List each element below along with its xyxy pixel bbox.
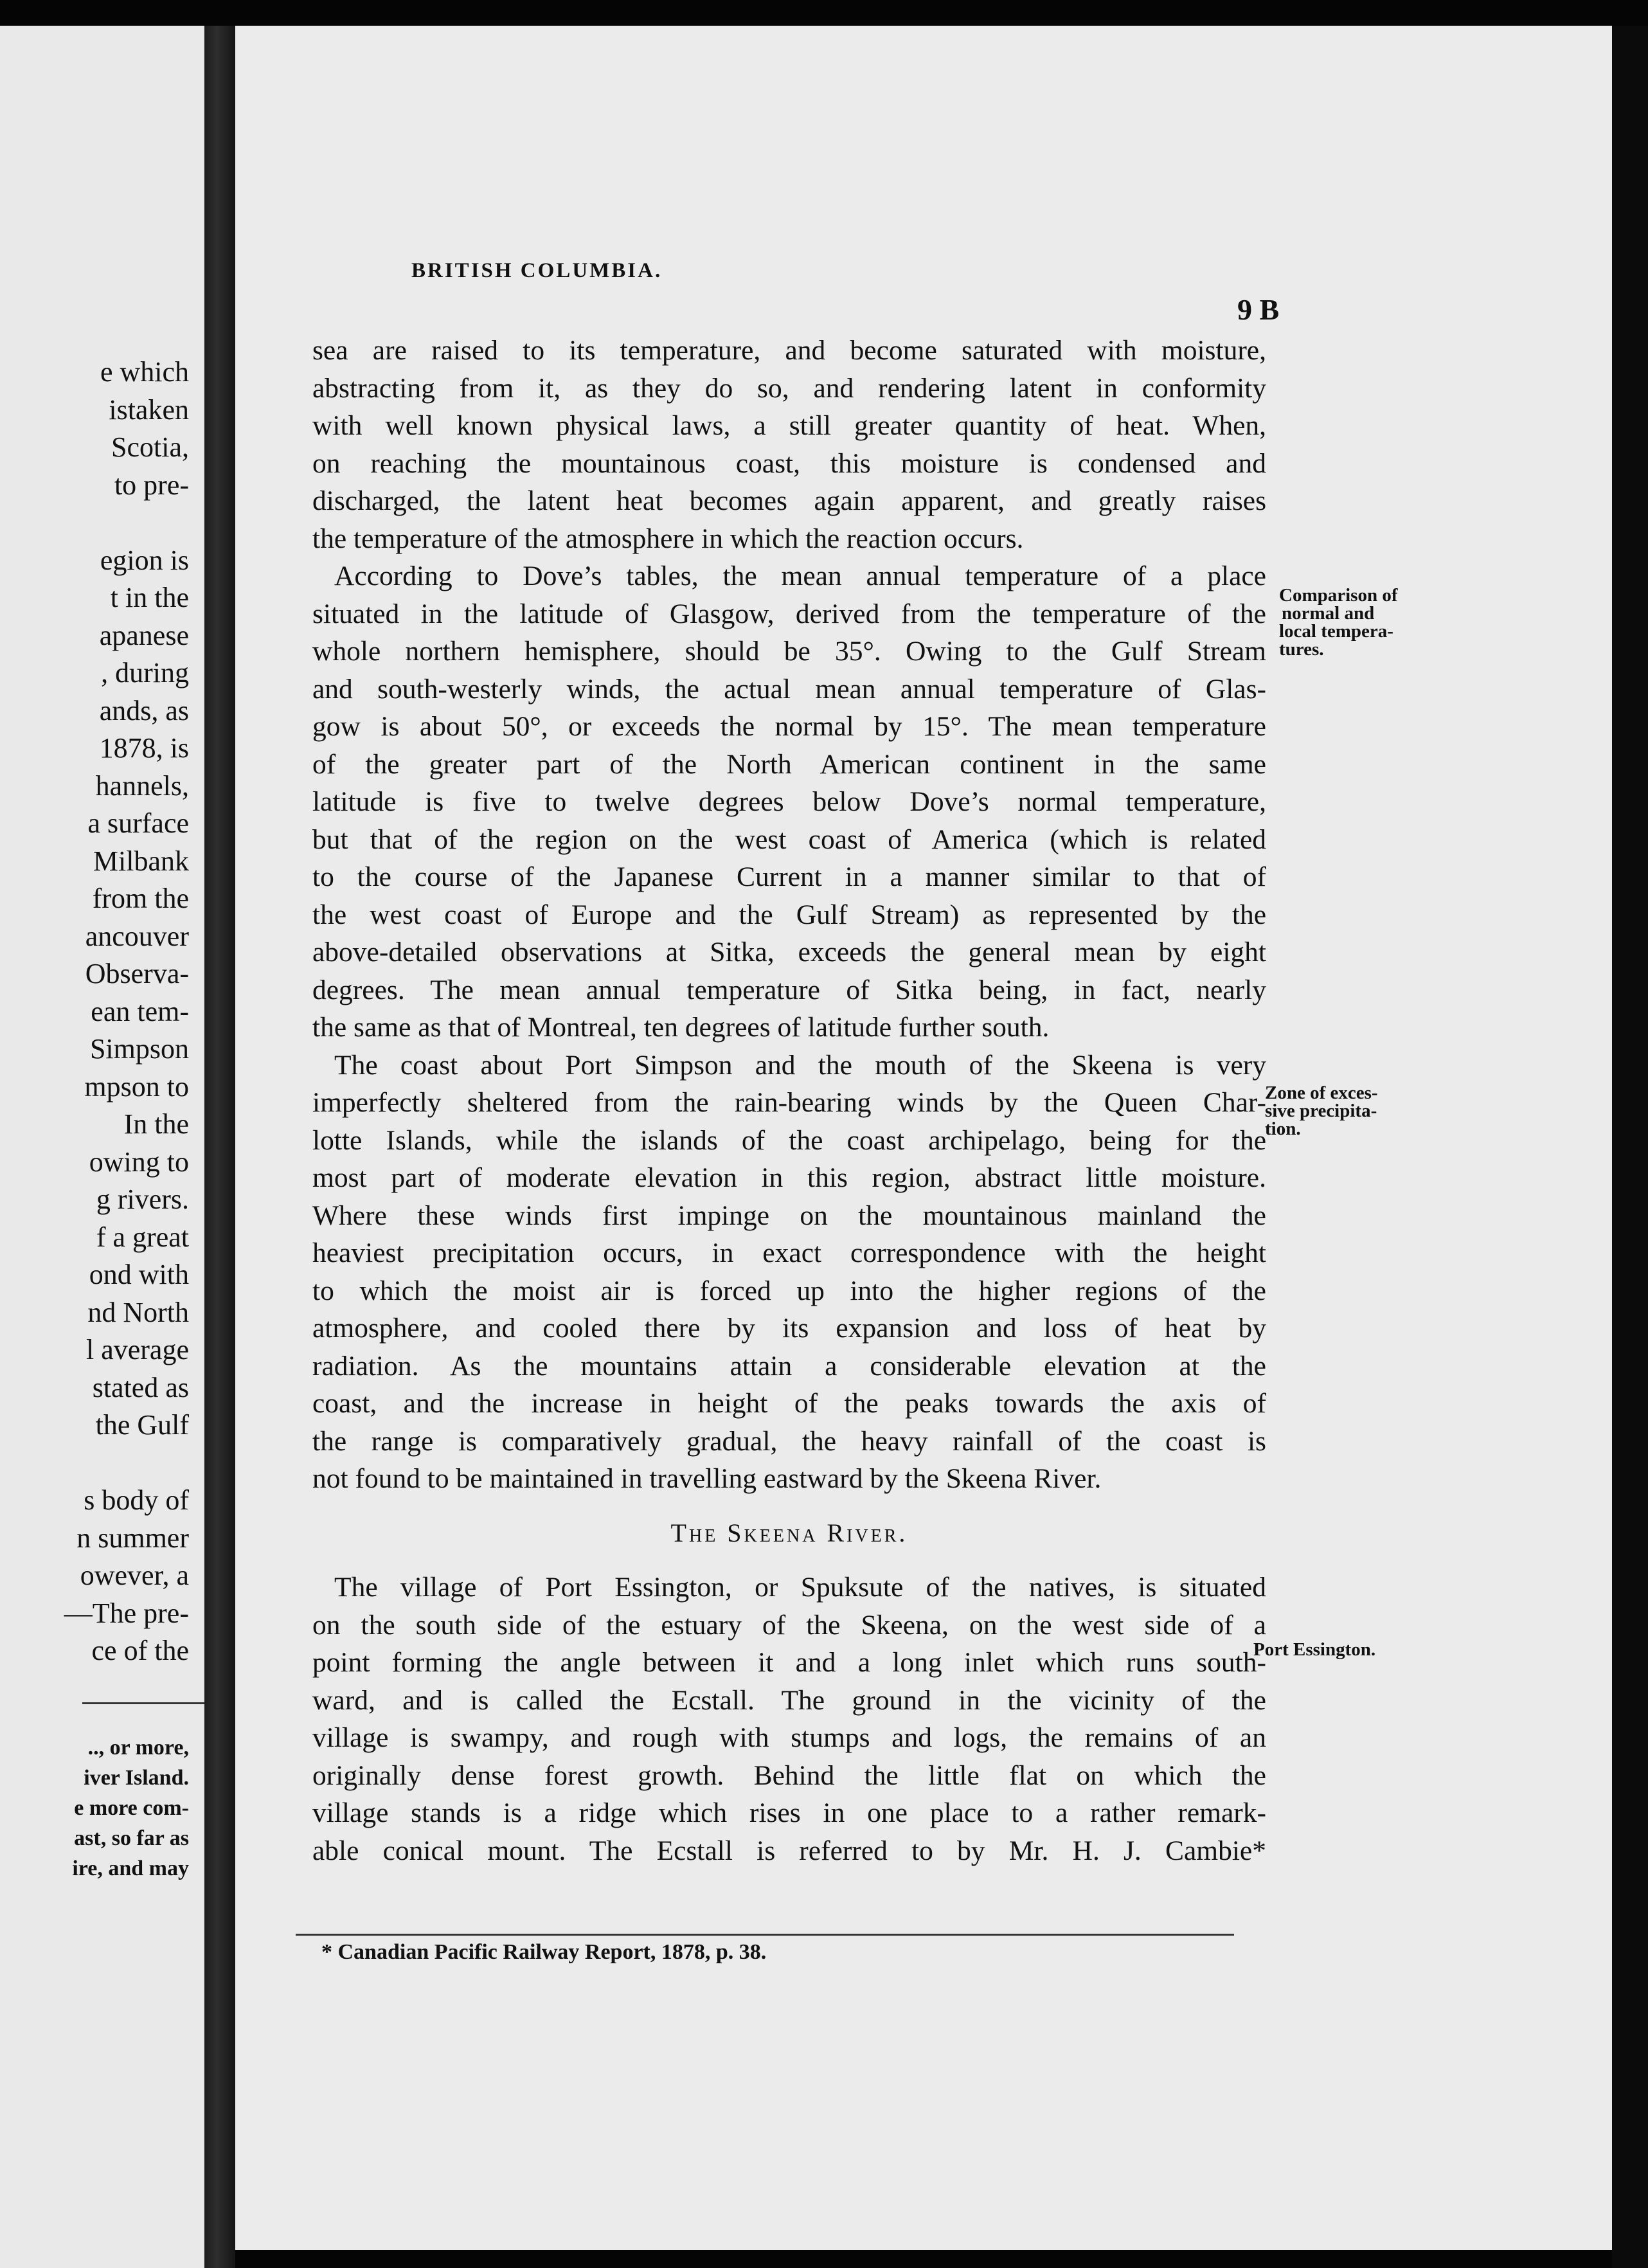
text-line: discharged, the latent heat becomes again apparent, and greatly raises: [312, 485, 1266, 516]
prev-footnote-line: ast, so far as: [74, 1826, 189, 1850]
text-line: gow is about 50°, or exceeds the normal by 15°. The mean temperature: [312, 711, 1266, 742]
text-line: with well known physical laws, a still greater quantity of heat. When,: [312, 410, 1266, 441]
sidenote-zone: [1265, 1084, 1378, 1138]
prev-line: stated as: [92, 1371, 189, 1403]
prev-line: l average: [86, 1334, 189, 1365]
text-line: whole northern hemisphere, should be 35°. Owing to the Gulf Stream: [312, 636, 1266, 667]
sidenote-line: Comparison of: [1279, 585, 1398, 606]
text-line: situated in the latitude of Glasgow, derived from the temperature of the: [312, 598, 1266, 629]
text-line: the range is comparatively gradual, the heavy rainfall of the coast is: [312, 1425, 1266, 1457]
prev-line: egion is: [100, 544, 189, 576]
prev-line: [64, 504, 189, 542]
paragraph: [312, 1569, 1266, 1869]
page-edge-shadow: [1612, 26, 1648, 2268]
text-line: but that of the region on the west coast of America (which is related: [312, 824, 1266, 855]
text-line: According to Dove’s tables, the mean annual temperature of a place: [334, 561, 1266, 591]
paragraph: [312, 557, 1266, 1047]
prev-line: , during: [101, 657, 189, 688]
prev-line: ancouver: [85, 920, 189, 952]
prev-line: mpson to: [84, 1070, 189, 1102]
text-line: coast, and the increase in height of the peaks towards the axis of: [312, 1388, 1266, 1419]
text-line: and south-westerly winds, the actual mean annual temperature of Glas-: [312, 673, 1266, 705]
text-line: originally dense forest growth. Behind the little flat on which the: [312, 1760, 1266, 1791]
text-line: village is swampy, and rough with stumps and logs, the remains of an: [312, 1722, 1266, 1753]
text-line: The village of Port Essington, or Spuksute of the natives, is situated: [334, 1572, 1266, 1603]
running-head: [411, 259, 926, 291]
text-line: to which the moist air is forced up into the higher regions of the: [312, 1275, 1266, 1306]
footnote: * Canadian Pacific Railway Report, 1878, p. 38.: [321, 1940, 767, 1964]
text-line: point forming the angle between it and a long inlet which runs south-: [312, 1647, 1266, 1678]
prev-line: 1878, is: [99, 732, 189, 764]
prev-line: Observa-: [85, 958, 189, 989]
text-line: atmosphere, and cooled there by its expansion and loss of heat by: [312, 1313, 1266, 1344]
running-title: BRITISH COLUMBIA.: [411, 259, 663, 282]
prev-footnote-line: ire, and may: [72, 1857, 189, 1880]
text-line: sea are raised to its temperature, and become saturated with moisture,: [312, 335, 1266, 366]
text-line: Where these winds first impinge on the mountainous mainland the: [312, 1200, 1266, 1231]
text-line: to the course of the Japanese Current in a manner similar to that of: [312, 861, 1266, 892]
prev-line: In the: [123, 1108, 189, 1140]
prev-footnote-line: iver Island.: [84, 1766, 189, 1790]
prev-line: t in the: [110, 582, 189, 613]
paragraph: [312, 332, 1266, 557]
body-text: [312, 332, 1266, 1869]
previous-page-text: [64, 354, 189, 1670]
sidenote-line: Port Essington.: [1253, 1639, 1376, 1660]
prev-line: the Gulf: [95, 1409, 189, 1441]
section-heading: The Skeena River.: [670, 1518, 908, 1547]
sidenote-line: tion.: [1265, 1119, 1301, 1139]
previous-page-footnote-rule: [82, 1702, 204, 1704]
prev-line: apanese: [99, 619, 189, 651]
prev-line: ands, as: [99, 694, 189, 726]
prev-line: a surface: [87, 807, 189, 839]
text-line: lotte Islands, while the islands of the coast archipelago, being for the: [312, 1124, 1266, 1156]
prev-line: g rivers.: [96, 1184, 189, 1215]
prev-line: Scotia,: [111, 431, 189, 463]
text-line: the same as that of Montreal, ten degrees of latitude further south.: [312, 1012, 1050, 1043]
prev-line: ond with: [89, 1259, 189, 1290]
text-line: latitude is five to twelve degrees below Dove’s normal temperature,: [312, 786, 1266, 817]
sidenote-line: normal and: [1282, 603, 1375, 624]
prev-line: Milbank: [93, 845, 189, 877]
text-line: on reaching the mountainous coast, this moisture is condensed and: [312, 447, 1266, 479]
prev-footnote-line: .., or more,: [87, 1736, 189, 1760]
prev-footnote-line: e more com-: [74, 1796, 189, 1820]
prev-line: —The pre-: [64, 1597, 189, 1629]
prev-line: hannels,: [95, 770, 189, 802]
prev-line: to pre-: [114, 469, 189, 501]
prev-line: n summer: [76, 1522, 189, 1554]
sidenote-line: sive precipita-: [1265, 1101, 1377, 1121]
sidenote-comparison: [1279, 586, 1397, 658]
text-line: most part of moderate elevation in this region, abstract little moisture.: [312, 1162, 1266, 1193]
text-line: of the greater part of the North American continent in the same: [312, 748, 1266, 780]
sidenote-line: local tempera-: [1279, 621, 1393, 642]
book-gutter: [204, 26, 235, 2268]
prev-line: from the: [92, 883, 189, 914]
text-line: imperfectly sheltered from the rain-bearing winds by the Queen Char-: [312, 1087, 1266, 1118]
prev-line: e which: [100, 356, 189, 388]
sidenote-port-essington: [1253, 1641, 1375, 1659]
text-line: the west coast of Europe and the Gulf Stream) as represented by the: [312, 899, 1266, 930]
text-line: village stands is a ridge which rises in one place to a rather remark-: [312, 1797, 1266, 1828]
prev-line: f a great: [96, 1221, 189, 1253]
text-line: the temperature of the atmosphere in which the reaction occurs.: [312, 523, 1024, 554]
previous-page: [0, 26, 204, 2268]
text-line: abstracting from it, as they do so, and rendering latent in conformity: [312, 372, 1266, 404]
text-line: on the south side of the estuary of the Skeena, on the west side of a: [312, 1609, 1266, 1641]
text-line: not found to be maintained in travelling eastward by the Skeena River.: [312, 1463, 1102, 1494]
text-line: degrees. The mean annual temperature of Sitka being, in fact, nearly: [312, 974, 1266, 1005]
text-line: radiation. As the mountains attain a considerable elevation at the: [312, 1350, 1266, 1382]
prev-line: owever, a: [80, 1560, 189, 1591]
page-number: 9 B: [1237, 293, 1280, 326]
prev-line: [64, 1444, 189, 1482]
text-line: The coast about Port Simpson and the mouth of the Skeena is very: [334, 1049, 1266, 1081]
text-line: above-detailed observations at Sitka, exceeds the general mean by eight: [312, 937, 1266, 968]
prev-line: owing to: [89, 1146, 189, 1178]
prev-line: Simpson: [89, 1033, 189, 1065]
prev-line: nd North: [87, 1296, 189, 1328]
prev-line: ean tem-: [91, 995, 189, 1027]
prev-line: istaken: [109, 393, 189, 426]
sidenote-line: Zone of exces-: [1265, 1083, 1378, 1103]
text-line: ward, and is called the Ecstall. The ground in the vicinity of the: [312, 1684, 1266, 1716]
footnote-rule: [296, 1934, 1234, 1936]
sidenote-line: tures.: [1279, 639, 1324, 660]
prev-line: s body of: [84, 1484, 189, 1516]
text-line: heaviest precipitation occurs, in exact correspondence with the height: [312, 1238, 1266, 1268]
paragraph: [312, 1047, 1266, 1498]
prev-line: ce of the: [91, 1635, 189, 1666]
text-line: able conical mount. The Ecstall is referred to by Mr. H. J. Cambie*: [312, 1835, 1266, 1866]
previous-page-footnote: [72, 1733, 189, 1884]
